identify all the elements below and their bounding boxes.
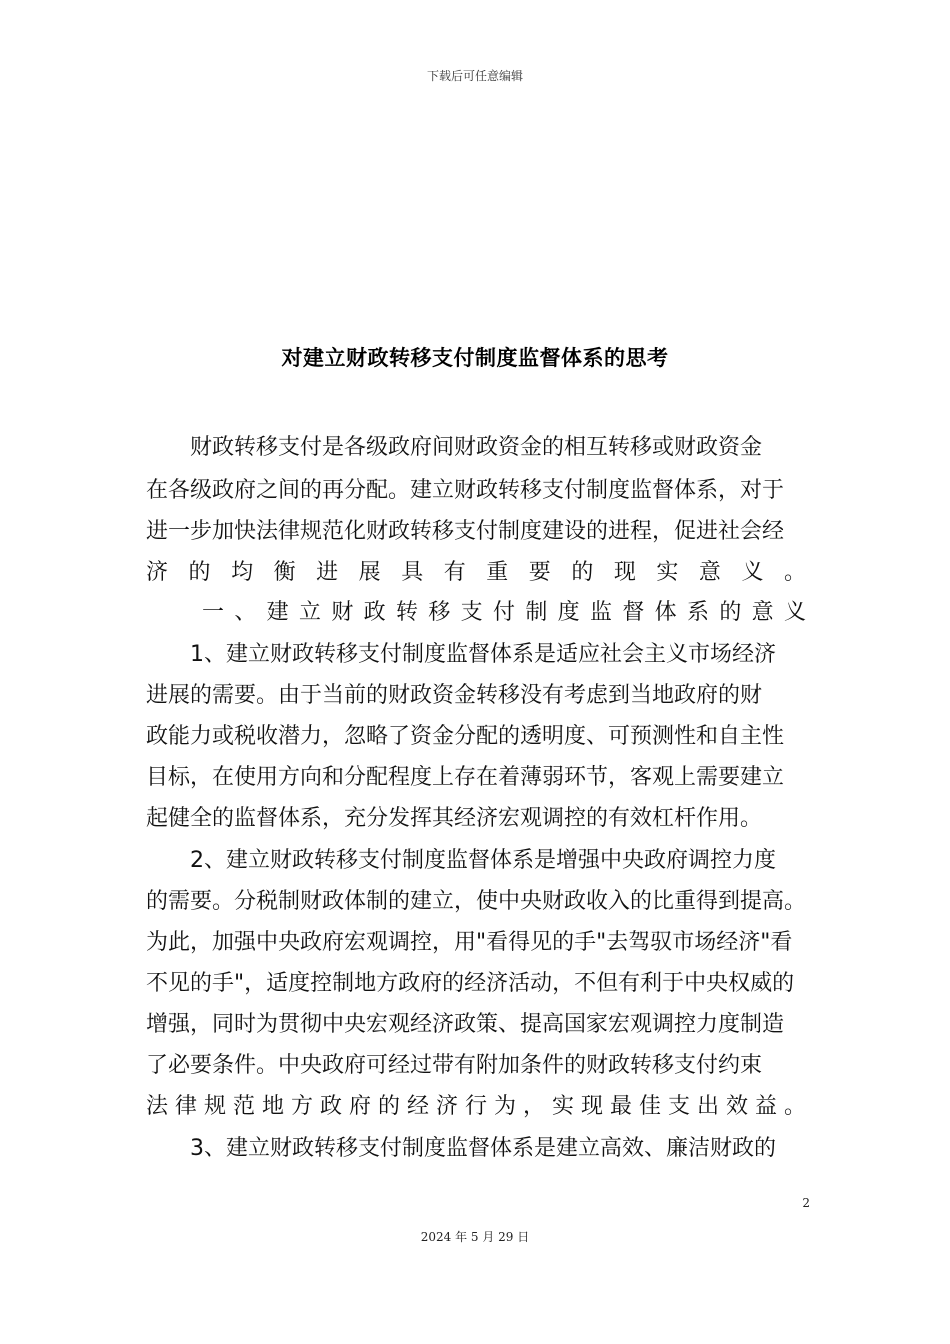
- text-line: 为此，加强中央政府宏观调控，用"看得见的手"去驾驭市场经济"看: [146, 930, 793, 955]
- document-title: 对建立财政转移支付制度监督体系的思考: [281, 346, 669, 370]
- page-number: 2: [802, 1196, 810, 1210]
- text-line: 进展的需要。由于当前的财政资金转移没有考虑到当地政府的财: [146, 683, 763, 708]
- page-header: 下载后可任意编辑: [426, 69, 523, 83]
- text-line: 在各级政府之间的再分配。建立财政转移支付制度监督体系，对于: [146, 478, 785, 503]
- text-line: 的需要。分税制财政体制的建立，使中央财政收入的比重得到提高。: [146, 889, 807, 914]
- text-line: 2、建立财政转移支付制度监督体系是增强中央政府调控力度: [190, 848, 776, 873]
- text-line: 了必要条件。中央政府可经过带有附加条件的财政转移支付约束: [146, 1053, 763, 1078]
- text-line: 济的均衡进展具有重要的现实意义。: [146, 560, 806, 585]
- text-line: 增强，同时为贯彻中央宏观经济政策、提高国家宏观调控力度制造: [146, 1012, 785, 1037]
- text-line: 目标，在使用方向和分配程度上存在着薄弱环节，客观上需要建立: [146, 765, 785, 790]
- text-line: 进一步加快法律规范化财政转移支付制度建设的进程，促进社会经: [146, 519, 785, 544]
- text-line: 1、建立财政转移支付制度监督体系是适应社会主义市场经济: [190, 642, 776, 667]
- text-line: 起健全的监督体系，充分发挥其经济宏观调控的有效杠杆作用。: [146, 806, 763, 831]
- text-line: 法律规范地方政府的经济行为，实现最佳支出效益。: [146, 1094, 806, 1119]
- page-footer-date: 2024 年 5 月 29 日: [420, 1230, 530, 1244]
- text-line: 财政转移支付是各级政府间财政资金的相互转移或财政资金: [190, 435, 763, 460]
- text-line: 政能力或税收潜力，忽略了资金分配的透明度、可预测性和自主性: [146, 724, 785, 749]
- text-line: 3、建立财政转移支付制度监督体系是建立高效、廉洁财政的: [190, 1136, 776, 1161]
- section-heading: 一、建立财政转移支付制度监督体系的意义: [202, 600, 806, 625]
- text-line: 不见的手"，适度控制地方政府的经济活动，不但有利于中央权威的: [146, 971, 795, 996]
